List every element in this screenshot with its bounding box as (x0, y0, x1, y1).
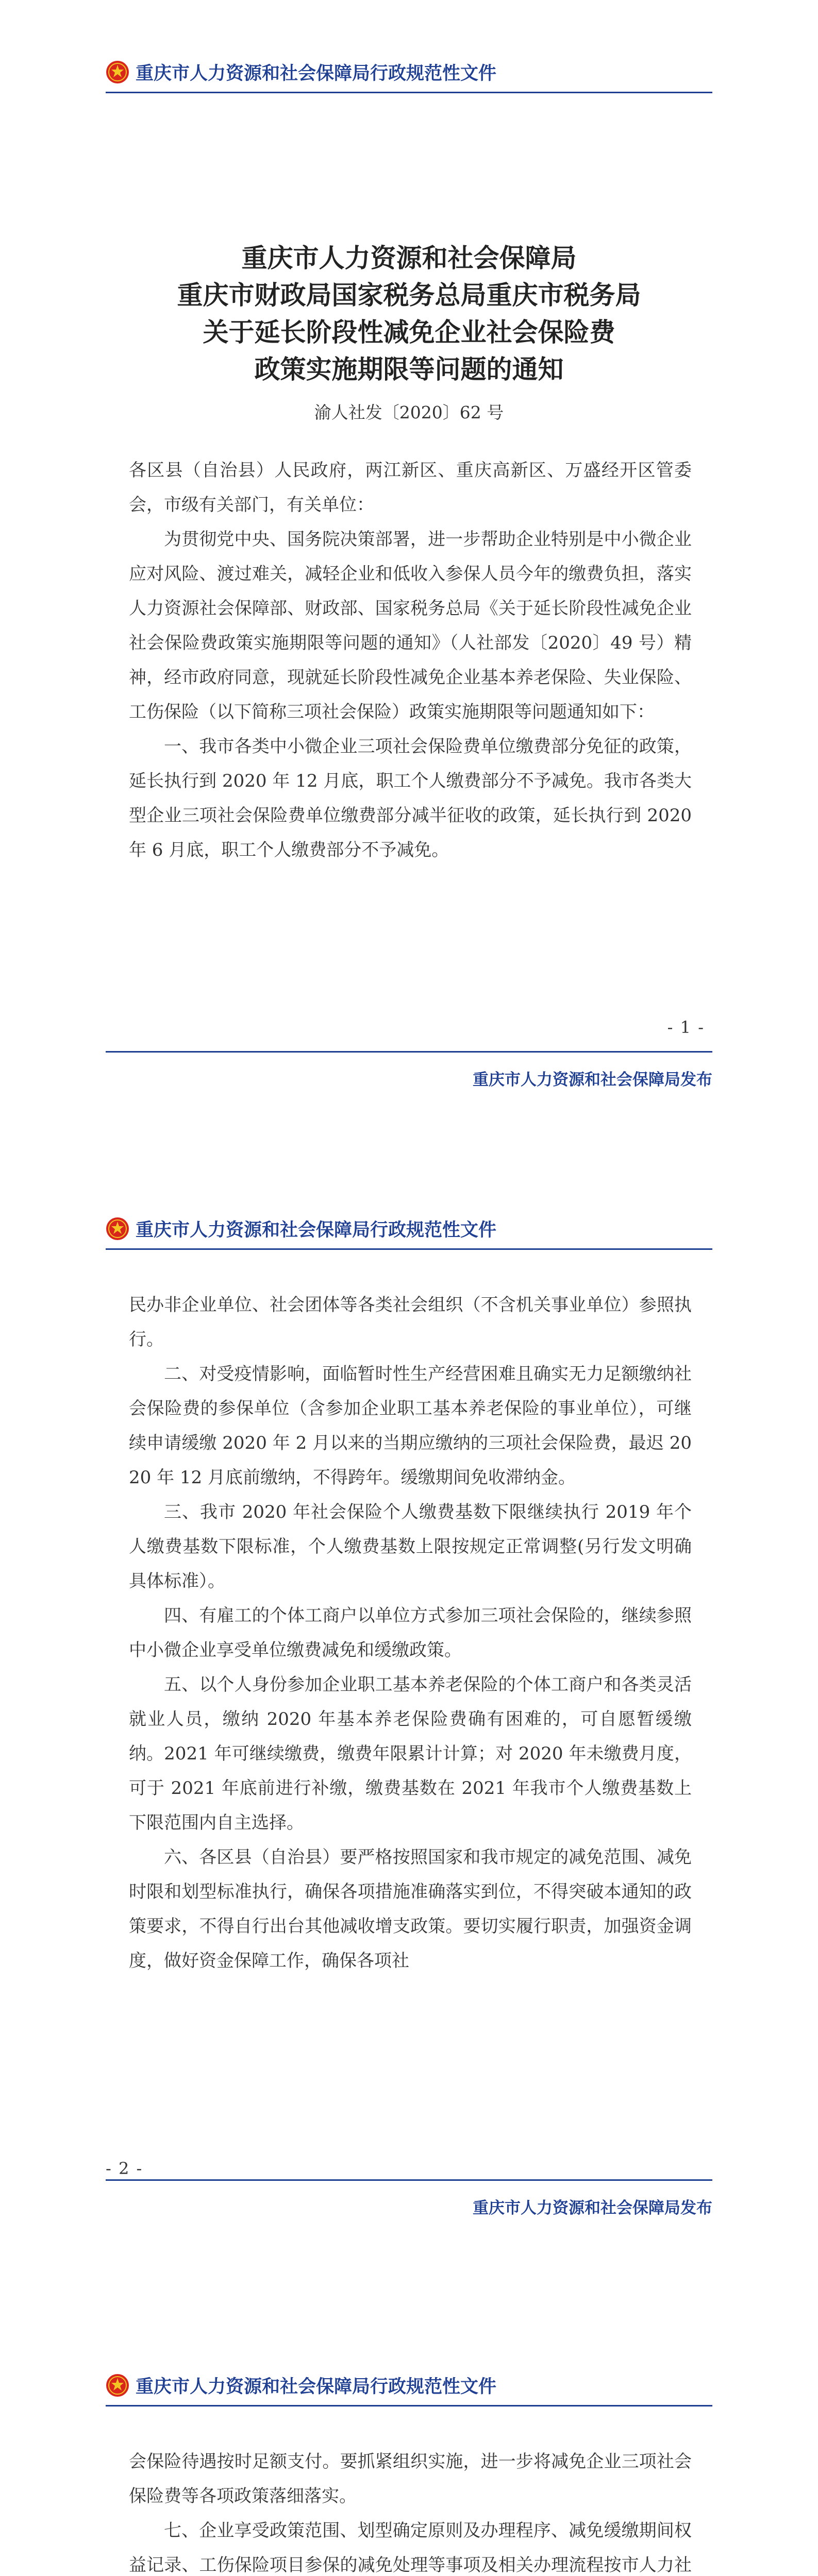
page-body (129, 453, 692, 868)
document-title (106, 240, 712, 388)
body-paragraph: 一、我市各类中小微企业三项社会保险费单位缴费部分免征的政策，延长执行到 2020 年 12 月底，职工个人缴费部分不予减免。我市各类大型企业三项社会保险费单位缴费部分减半征收的政策，延长执行到 2020 年 6 月底，职工个人缴费部分不予减免。 (129, 736, 692, 860)
footer-rule (106, 1051, 712, 1053)
body-paragraph: 七、企业享受政策范围、划型确定原则及办理程序、减免缓缴期间权益记录、工伤保险项目参保的减免处理等事项及相关办理流程按市人力社 (129, 2520, 692, 2575)
title-line: 政策实施期限等问题的通知 (254, 354, 564, 384)
header-title: 重庆市人力资源和社会保障局行政规范性文件 (136, 63, 497, 84)
header-title: 重庆市人力资源和社会保障局行政规范性文件 (136, 2377, 497, 2397)
document-page-1 (0, 0, 818, 1157)
title-line: 重庆市人力资源和社会保障局 (241, 243, 577, 273)
page-number: - 2 - (106, 2159, 143, 2178)
header-rule (106, 92, 712, 93)
title-line: 重庆市财政局国家税务总局重庆市税务局 (177, 280, 641, 310)
body-paragraph: 四、有雇工的个体工商户以单位方式参加三项社会保险的，继续参照中小微企业享受单位缴费减免和缓缴政策。 (129, 1605, 692, 1660)
document-number: 渝人社发〔2020〕62 号 (314, 402, 504, 422)
addressee: 各区县（自治县）人民政府，两江新区、重庆高新区、万盛经开区管委会，市级有关部门，有关单位： (129, 460, 692, 515)
page-number: - 1 - (667, 1018, 705, 1037)
document-page-2 (0, 1157, 818, 2313)
page-header (106, 2370, 496, 2401)
national-emblem-icon (106, 1217, 129, 1241)
body-paragraph: 二、对受疫情影响，面临暂时性生产经营困难且确实无力足额缴纳社会保险费的参保单位（含参加企业职工基本养老保险的事业单位），可继续申请缓缴 2020 年 2 月以来的当期应缴纳的三项社会保险费，最迟 2020 年 12 月底前缴纳，不得跨年。缓缴期间免收滞纳金。 (129, 1364, 692, 1488)
header-rule (106, 1248, 712, 1250)
national-emblem-icon (106, 2374, 129, 2397)
page-header (106, 57, 496, 88)
body-paragraph: 五、以个人身份参加企业职工基本养老保险的个体工商户和各类灵活就业人员，缴纳 2020 年基本养老保险费确有困难的，可自愿暂缓缴纳。2021 年可继续缴费，缴费年限累计计算；对 2020 年未缴费月度，可于 2021 年底前进行补缴，缴费基数在 2021 年我市个人缴费基数上下限范围内自主选择。 (129, 1674, 692, 1833)
body-paragraph: 六、各区县（自治县）要严格按照国家和我市规定的减免范围、减免时限和划型标准执行，确保各项措施准确落实到位，不得突破本通知的政策要求，不得自行出台其他减收增支政策。要切实履行职责，加强资金调度，做好资金保障工作，确保各项社 (129, 1847, 692, 1971)
national-emblem-icon (106, 60, 129, 84)
footer-publisher: 重庆市人力资源和社会保障局发布 (473, 1071, 712, 1089)
body-paragraph: 为贯彻党中央、国务院决策部署，进一步帮助企业特别是中小微企业应对风险、渡过难关，减轻企业和低收入参保人员今年的缴费负担，落实人力资源社会保障部、财政部、国家税务总局《关于延长阶段性减免企业社会保险费政策实施期限等问题的通知》（人社部发〔2020〕49 号）精神，经市政府同意，现就延长阶段性减免企业基本养老保险、失业保险、工伤保险（以下简称三项社会保险）政策实施期限等问题通知如下： (129, 529, 692, 722)
body-paragraph: 会保险待遇按时足额支付。要抓紧组织实施，进一步将减免企业三项社会保险费等各项政策落细落实。 (129, 2451, 692, 2506)
header-title: 重庆市人力资源和社会保障局行政规范性文件 (136, 1220, 497, 1241)
header-rule (106, 2405, 712, 2406)
page-header (106, 1213, 496, 1244)
title-line: 关于延长阶段性减免企业社会保险费 (203, 317, 615, 347)
footer-rule (106, 2179, 712, 2181)
body-paragraph: 民办非企业单位、社会团体等各类社会组织（不含机关事业单位）参照执行。 (129, 1295, 692, 1350)
body-paragraph: 三、我市 2020 年社会保险个人缴费基数下限继续执行 2019 年个人缴费基数下限标准，个人缴费基数上限按规定正常调整(另行发文明确具体标准）。 (129, 1502, 692, 1591)
footer-publisher: 重庆市人力资源和社会保障局发布 (473, 2199, 712, 2217)
page-body (129, 1288, 692, 1978)
page-body (129, 2445, 692, 2576)
document-page-3 (0, 2313, 818, 2576)
